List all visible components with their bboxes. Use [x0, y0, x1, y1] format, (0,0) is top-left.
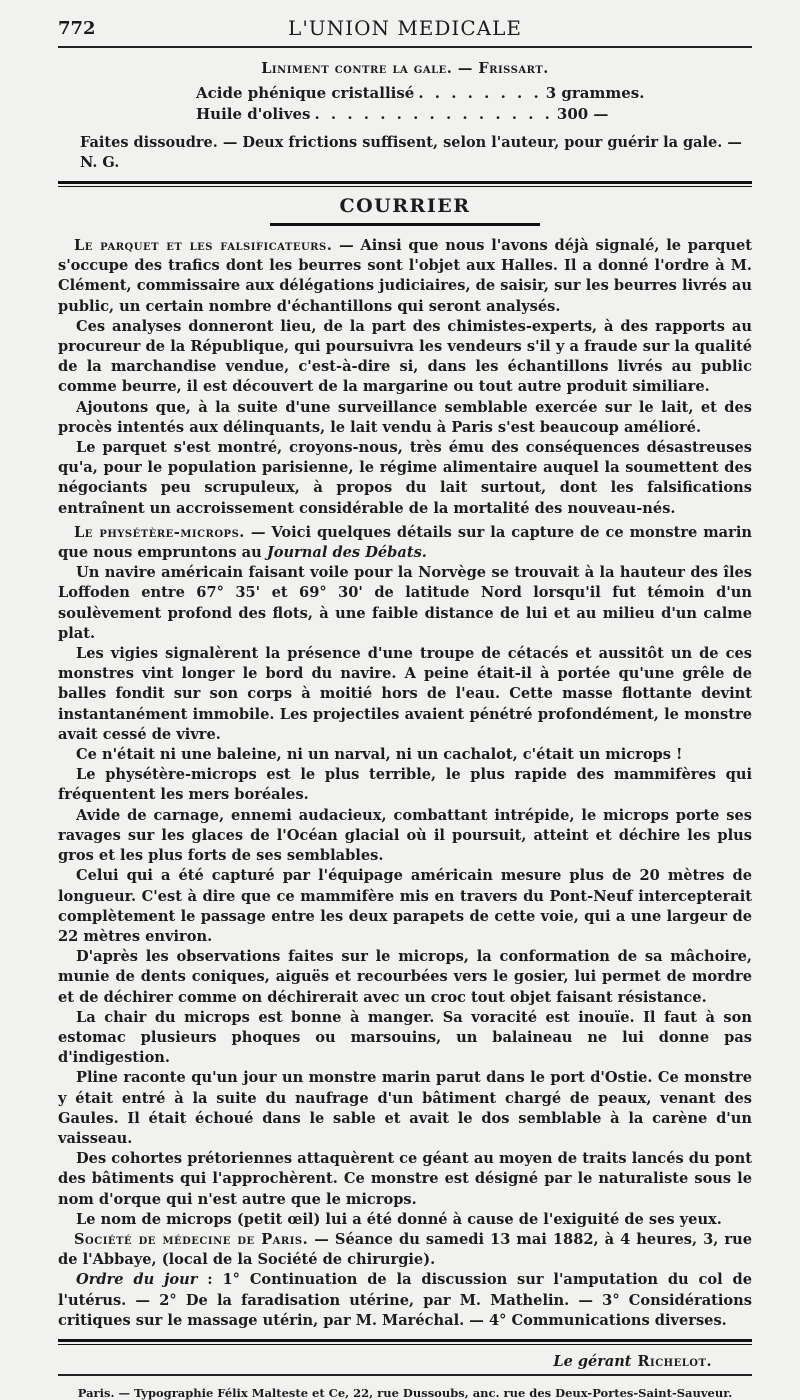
recipe-title: Liniment contre la gale. — Frissart.	[261, 60, 549, 77]
running-head	[58, 14, 752, 42]
ingredient-quantity: 300 —	[556, 105, 609, 123]
journal-title: L'UNION MEDICALE	[288, 16, 522, 40]
paragraph: D'après les observations faites sur le microps, la conformation de sa mâchoire, munie de dents coniques, aiguës et recourbées vers le gosier, lui permet de mordre et de déchirer comme on déchirerait avec un croc tout objet faisant résistance.	[58, 948, 752, 1006]
paragraph: Des cohortes prétoriennes attaquèrent ce géant au moyen de traits lancés du pont des bâtiments qui l'approchèrent. Ce monstre est désigné par le naturaliste sous le nom d'orque qui n'est autre que le microps.	[58, 1150, 752, 1208]
journal-citation: Journal des Débats.	[266, 544, 427, 562]
section-divider	[58, 181, 752, 187]
paragraph: Le parquet et les falsificateurs. — Ainsi que nous l'avons déjà signalé, le parquet s'occupe des trafics dont les beurres sont l'objet aux Halles. Il a donné l'ordre à M. Clément, commissaire aux délégations judiciaires, de saisir, sur les beurres livrés au public, un certain nombre d'échantillons qui seront analysés.	[58, 237, 752, 315]
paragraph: Le physétère-microps. — Voici quelques détails sur la capture de ce monstre marin que nous empruntons au Journal des Débats.	[58, 523, 752, 562]
leader-dots: . . . . . . . .	[418, 84, 542, 102]
ingredient-line	[196, 104, 636, 125]
agenda-label: Ordre du jour	[76, 1271, 198, 1289]
header-rule	[58, 46, 752, 48]
article-body	[58, 236, 752, 1331]
paragraph-lead: Le physétère-microps.	[74, 523, 245, 541]
paragraph: Pline raconte qu'un jour un monstre marin parut dans le port d'Ostie. Ce monstre y était entré à la suite du naufrage d'un bâtiment chargé de peaux, venant des Gaules. Il était échoué dans le sable et avait le dos semblable à la carène d'un vaisseau.	[58, 1069, 752, 1147]
paragraph: Un navire américain faisant voile pour la Norvège se trouvait à la hauteur des îles Loffoden entre 67° 35' et 69° 30' de latitude Nord lorsqu'il fut témoin d'un soulèvement profond des flots, à une faible distance de lui et au milieu d'un calme plat.	[58, 564, 752, 642]
paragraph: Celui qui a été capturé par l'équipage américain mesure plus de 20 mètres de longueur. C'est à dire que ce mammifère mis en travers du Pont-Neuf intercepterait complètement le passage entre les deux parapets de cette voie, qui a une largeur de 22 mètres environ.	[58, 867, 752, 945]
paragraph: Le physétère-microps est le plus terrible, le plus rapide des mammifères qui fréquentent les mers boréales.	[58, 766, 752, 804]
signature	[58, 1353, 712, 1370]
printer-imprint: Paris. — Typographie Félix Malteste et Ce, 22, rue Dussoubs, anc. rue des Deux-Portes-Saint-Sauveur.	[77, 1385, 733, 1400]
ingredient-name: Huile d'olives	[196, 105, 311, 123]
signature-name: Richelot.	[637, 1352, 712, 1370]
paragraph: Ordre du jour : 1° Continuation de la discussion sur l'amputation du col de l'utérus. — 2° De la faradisation utérine, par M. Mathelin. — 3° Considérations critiques sur le massage utérin, par M. Maréchal. — 4° Communications diverses.	[58, 1271, 752, 1329]
ingredient-name: Acide phénique cristallisé	[196, 84, 415, 102]
ingredient-line	[196, 83, 645, 104]
paragraph: La chair du microps est bonne à manger. Sa voracité est inouïe. Il faut à son estomac plusieurs phoques ou marsouins, un balaineau ne lui donne pas d'indigestion.	[58, 1008, 752, 1067]
paragraph: Ajoutons que, à la suite d'une surveillance semblable exercée sur le lait, et des procès intentés aux délinquants, le lait vendu à Paris s'est beaucoup amélioré.	[58, 398, 752, 436]
paragraph: Les vigies signalèrent la présence d'une troupe de cétacés et aussitôt un de ces monstres vint longer le bord du navire. A peine était-il à portée qu'une grêle de balles fondit sur son corps à moitié hors de l'eau. Cette masse flottante devint instantanément immobile. Les projectiles avaient pénétré profondément, le monstre avait cessé de vivre.	[58, 645, 752, 743]
imprint-rule	[58, 1374, 752, 1376]
section-title: COURRIER	[339, 195, 471, 217]
paragraph: Le nom de microps (petit œil) lui a été donné à cause de l'exiguité de ses yeux.	[76, 1210, 722, 1228]
leader-dots: . . . . . . . . . . . . . . .	[314, 105, 553, 123]
paragraph: Avide de carnage, ennemi audacieux, combattant intrépide, le microps porte ses ravages sur les glaces de l'Océan glacial où il poursuit, atteint et déchire les plus gros et les plus forts de ses semblables.	[58, 806, 752, 865]
footer-divider	[58, 1339, 752, 1345]
paragraph-lead: Le parquet et les falsificateurs.	[74, 237, 333, 254]
recipe-note: Faites dissoudre. — Deux frictions suffisent, selon l'auteur, pour guérir la gale. — N. G.	[80, 134, 742, 171]
title-rule	[270, 223, 540, 226]
paragraph: Société de médecine de Paris. — Séance du samedi 13 mai 1882, à 4 heures, 3, rue de l'Abbaye, (local de la Société de chirurgie).	[58, 1230, 752, 1269]
paragraph: Ces analyses donneront lieu, de la part des chimistes-experts, à des rapports au procureur de la République, qui poursuivra les vendeurs s'il y a fraude sur la qualité de la marchandise vendue, c'est-à-dire si, dans les échantillons livrés au public comme beurre, il est découvert de la margarine ou tout autre produit similiare.	[58, 317, 752, 396]
paragraph-lead: Société de médecine de Paris.	[74, 1230, 309, 1248]
paragraph: Ce n'était ni une baleine, ni un narval, ni un cachalot, c'était un microps !	[76, 746, 683, 764]
ingredient-quantity: 3 grammes.	[545, 84, 645, 102]
paragraph: Le parquet s'est montré, croyons-nous, très ému des conséquences désastreuses qu'a, pour le population parisienne, le régime alimentaire auquel la soumettent des négociants peu scrupuleux, à propos du lait surtout, dont les falsifications entraînent un accroissement considérable de la mortalité des nouveau-nés.	[58, 439, 752, 517]
signature-label: Le gérant	[553, 1352, 632, 1370]
page-number: 772	[58, 18, 96, 39]
